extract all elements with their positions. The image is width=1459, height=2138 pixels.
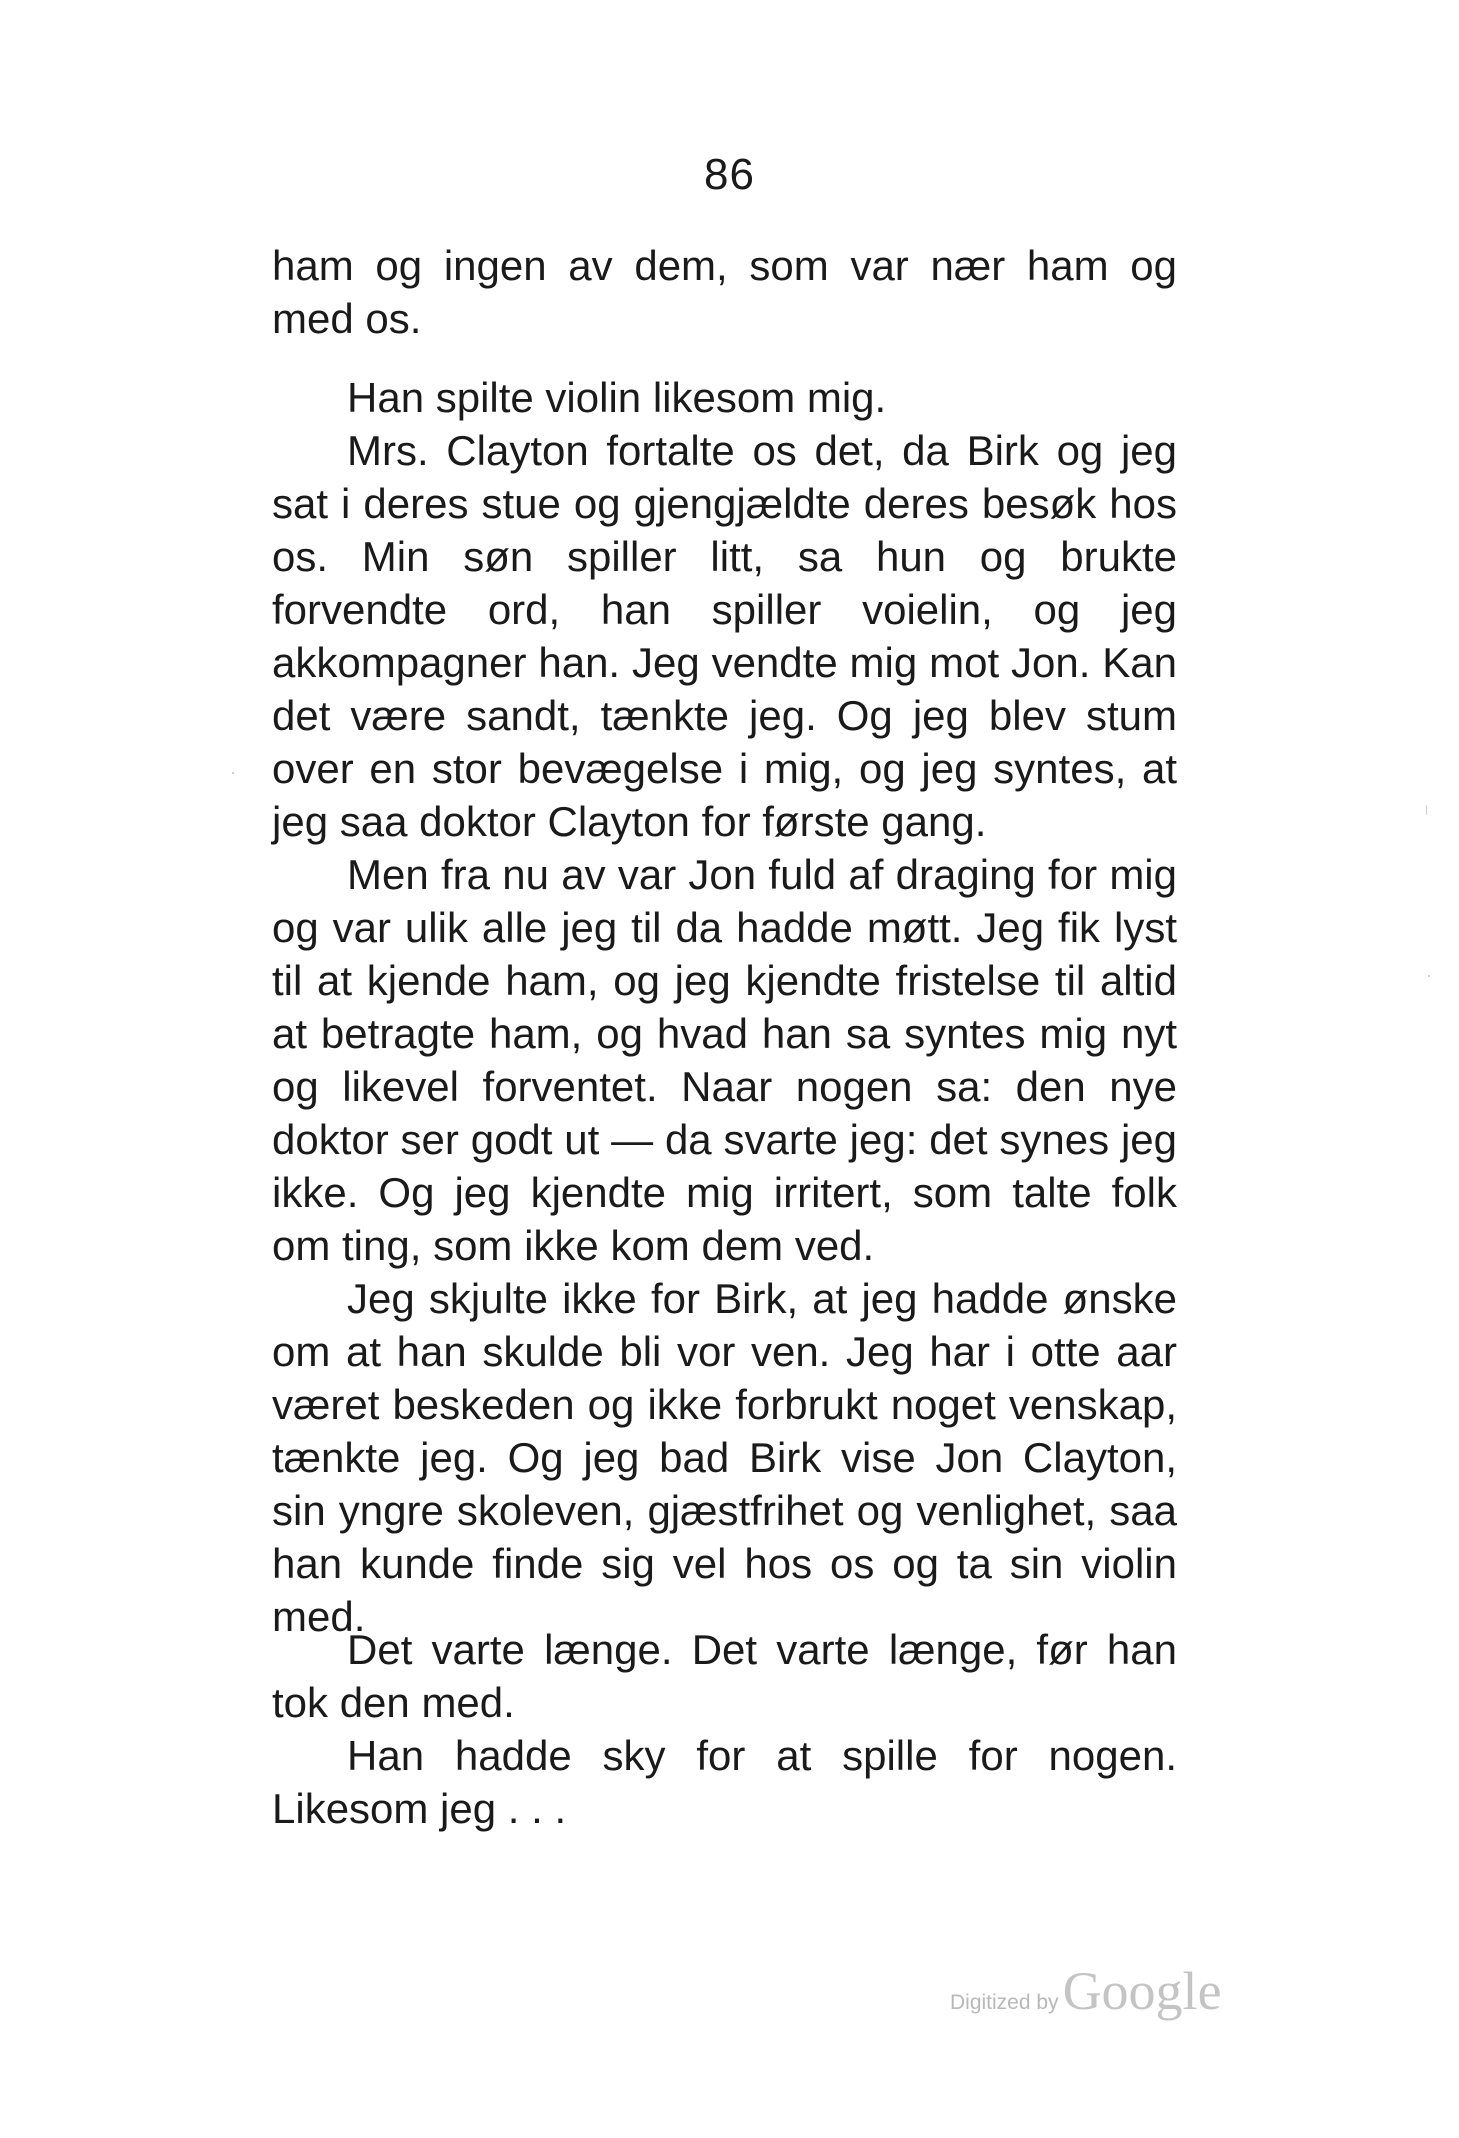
watermark-logo-text: Google (1062, 1961, 1222, 2021)
page-number: 86 (704, 150, 755, 199)
paragraph-5: Jeg skjulte ikke for Birk, at jeg hadde ønske om at han skulde bli vor ven. Jeg har i otte aar været beskeden og ikke forbrukt noget venskap, tænkte jeg. Og jeg bad Birk vise Jon Clayton, sin yngre skoleven, gjæstfrihet og venlighet, saa han kunde finde sig vel hos os og ta sin violin med. (272, 1275, 1177, 1640)
paragraph-4: Men fra nu av var Jon fuld af draging for mig og var ulik alle jeg til da hadde møtt. Jeg fik lyst til at kjende ham, og jeg kjendte fristelse til altid at betragte ham, og hvad han sa syntes mig nyt og likevel forventet. Naar nogen sa: den nye doktor ser godt ut — da svarte jeg: det synes jeg ikke. Og jeg kjendte mig irritert, som talte folk om ting, som ikke kom dem ved. (272, 851, 1177, 1269)
paragraph-7: Han hadde sky for at spille for nogen. Likesom jeg . . . (272, 1732, 1177, 1832)
paragraph-3: Mrs. Clayton fortalte os det, da Birk og jeg sat i deres stue og gjengjældte deres besøk hos os. Min søn spiller litt, sa hun og brukte forvendte ord, han spiller voielin, og jeg akkompagner han. Jeg vendte mig mot Jon. Kan det være sandt, tænkte jeg. Og jeg blev stum over en stor bevægelse i mig, og jeg syntes, at jeg saa doktor Clayton for første gang. (272, 427, 1177, 845)
scan-speck (1426, 805, 1427, 815)
scan-speck (232, 772, 234, 774)
closing-text (272, 1623, 1177, 1835)
paragraph-6: Det varte længe. Det varte længe, før han tok den med. (272, 1626, 1177, 1726)
scan-speck (1428, 975, 1430, 977)
digitized-by-watermark (950, 1960, 1222, 2022)
main-text (272, 239, 1177, 1643)
paragraph-2: Han spilte violin likesom mig. (347, 374, 887, 421)
paragraph-1: ham og ingen av dem, som var nær ham og med os. (272, 242, 1177, 342)
watermark-small-text: Digitized by (950, 1991, 1059, 2014)
